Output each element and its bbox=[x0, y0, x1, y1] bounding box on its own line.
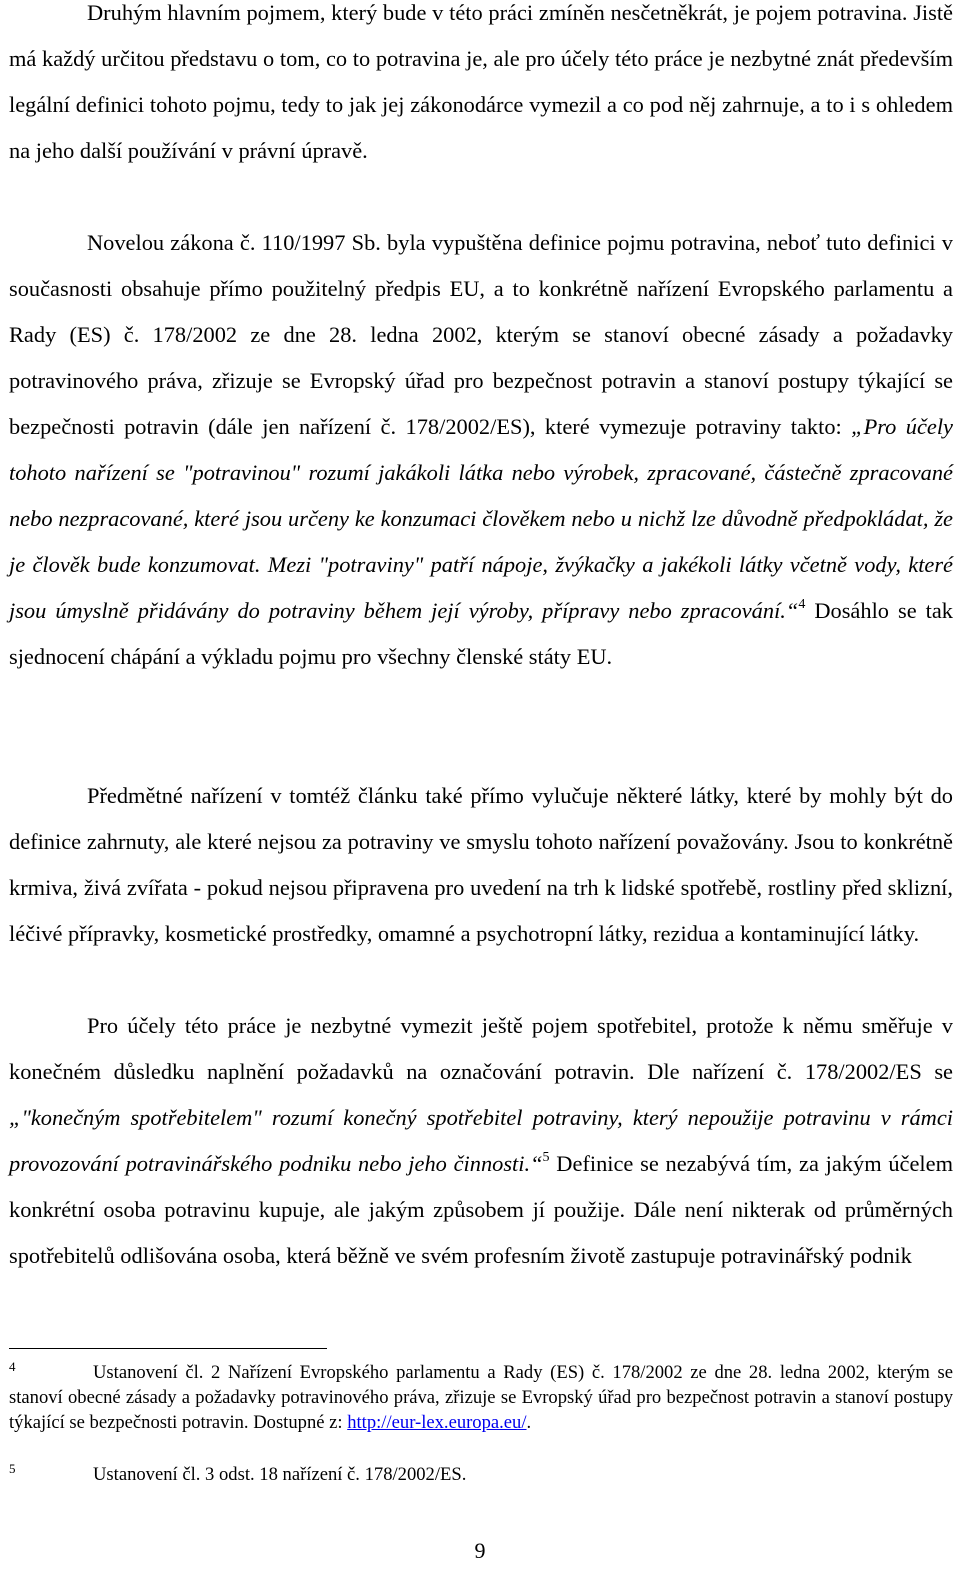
footnote-text: Ustanovení čl. 2 Nařízení Evropského parlamentu a Rady (ES) č. 178/2002 ze dne 28. ledna 2002, kterým se stanoví obecné zásady a požadavky potravinového práva, zřizuje se Evropský úřad pro bezpečnost potravin a stanoví postupy týkající se bezpečnosti potravin. Dostupné z: bbox=[9, 1362, 953, 1433]
paragraph-text: Předmětné nařízení v tomtéž článku také přímo vylučuje některé látky, které by mohly být do definice zahrnuty, ale které nejsou za potraviny ve smyslu tohoto nařízení považovány. Jsou to konkrétně krmiva, živá zvířata - pokud nejsou připravena pro uvedení na trh k lidské spotřebě, rostliny před sklizní, léčivé přípravky, kosmetické prostředky, omamné a psychotropní látky, rezidua a kontaminující látky. bbox=[9, 783, 953, 946]
footnote-text: Ustanovení čl. 3 odst. 18 nařízení č. 178/2002/ES. bbox=[93, 1464, 467, 1485]
footnote-4 bbox=[9, 1360, 953, 1435]
footnotes bbox=[9, 1359, 953, 1485]
paragraph-text: Definice se nezabývá tím, za jakým účelem konkrétní osoba potravinu kupuje, ale jakým způsobem jí použije. Dále není nikterak od průměrných spotřebitelů odlišována osoba, která běžně ve svém profesním životě zastupuje potravinářský podnik bbox=[9, 1151, 954, 1268]
legal-quote: „"konečným spotřebitelem" rozumí konečný spotřebitel potraviny, který nepoužije potravinu v rámci provozování potravinářského podniku nebo jeho činnosti.“ bbox=[9, 1105, 953, 1176]
footnote-ref: 5 bbox=[542, 1150, 550, 1165]
footnote-number: 4 bbox=[9, 1359, 16, 1374]
legal-quote: „Pro účely tohoto nařízení se "potravinou" rozumí jakákoli látka nebo výrobek, zpracované, částečně zpracované nebo nezpracované, které jsou určeny ke konzumaci člověkem nebo u nichž lze důvodně předpokládat, že je člověk bude konzumovat. Mezi "potraviny" patří nápoje, žvýkačky a jakékoli látky včetně vody, které jsou úmyslně přidávány do potraviny během její výroby, přípravy nebo zpracování.“ bbox=[9, 414, 953, 623]
paragraph-spotrebitel bbox=[9, 1003, 953, 1279]
footnote-divider bbox=[9, 1348, 327, 1349]
footnote-link[interactable]: http://eur-lex.europa.eu/ bbox=[347, 1412, 527, 1433]
paragraph-text: Druhým hlavním pojmem, který bude v této práci zmíněn nesčetněkrát, je pojem potravina. Jistě má každý určitou představu o tom, co to potravina je, ale pro účely této práce je nezbytné znát především legální definici tohoto pojmu, tedy to jak jej zákonodárce vymezil a co pod něj zahrnuje, a to i s ohledem na jeho další používání v právní úpravě. bbox=[9, 0, 953, 163]
paragraph-text: Novelou zákona č. 110/1997 Sb. byla vypuštěna definice pojmu potravina, neboť tuto definici v současnosti obsahuje přímo použitelný předpis EU, a to konkrétně nařízení Evropského parlamentu a Rady (ES) č. 178/2002 ze dne 28. ledna 2002, kterým se stanoví obecné zásady a požadavky potravinového práva, zřizuje se Evropský úřad pro bezpečnost potravin a stanoví postupy týkající se bezpečnosti potravin (dále jen nařízení č. 178/2002/ES), které vymezuje potraviny takto: bbox=[9, 230, 953, 439]
paragraph-text: Dosáhlo se tak sjednocení chápání a výkladu pojmu pro všechny členské státy EU. bbox=[9, 598, 953, 669]
paragraph-definition-potravina bbox=[9, 220, 953, 680]
footnote-5 bbox=[9, 1462, 953, 1487]
paragraph-potravina-intro bbox=[9, 0, 953, 174]
paragraph-text: Pro účely této práce je nezbytné vymezit ještě pojem spotřebitel, protože k němu směřuje v konečném důsledku naplnění požadavků na označování potravin. Dle nařízení č. 178/2002/ES se bbox=[9, 1013, 953, 1084]
footnote-text-end: . bbox=[526, 1412, 532, 1433]
footnote-ref: 4 bbox=[798, 597, 806, 612]
footnote-number: 5 bbox=[9, 1461, 16, 1476]
paragraph-exclusions bbox=[9, 773, 953, 957]
page-number: 9 bbox=[474, 1538, 486, 1563]
